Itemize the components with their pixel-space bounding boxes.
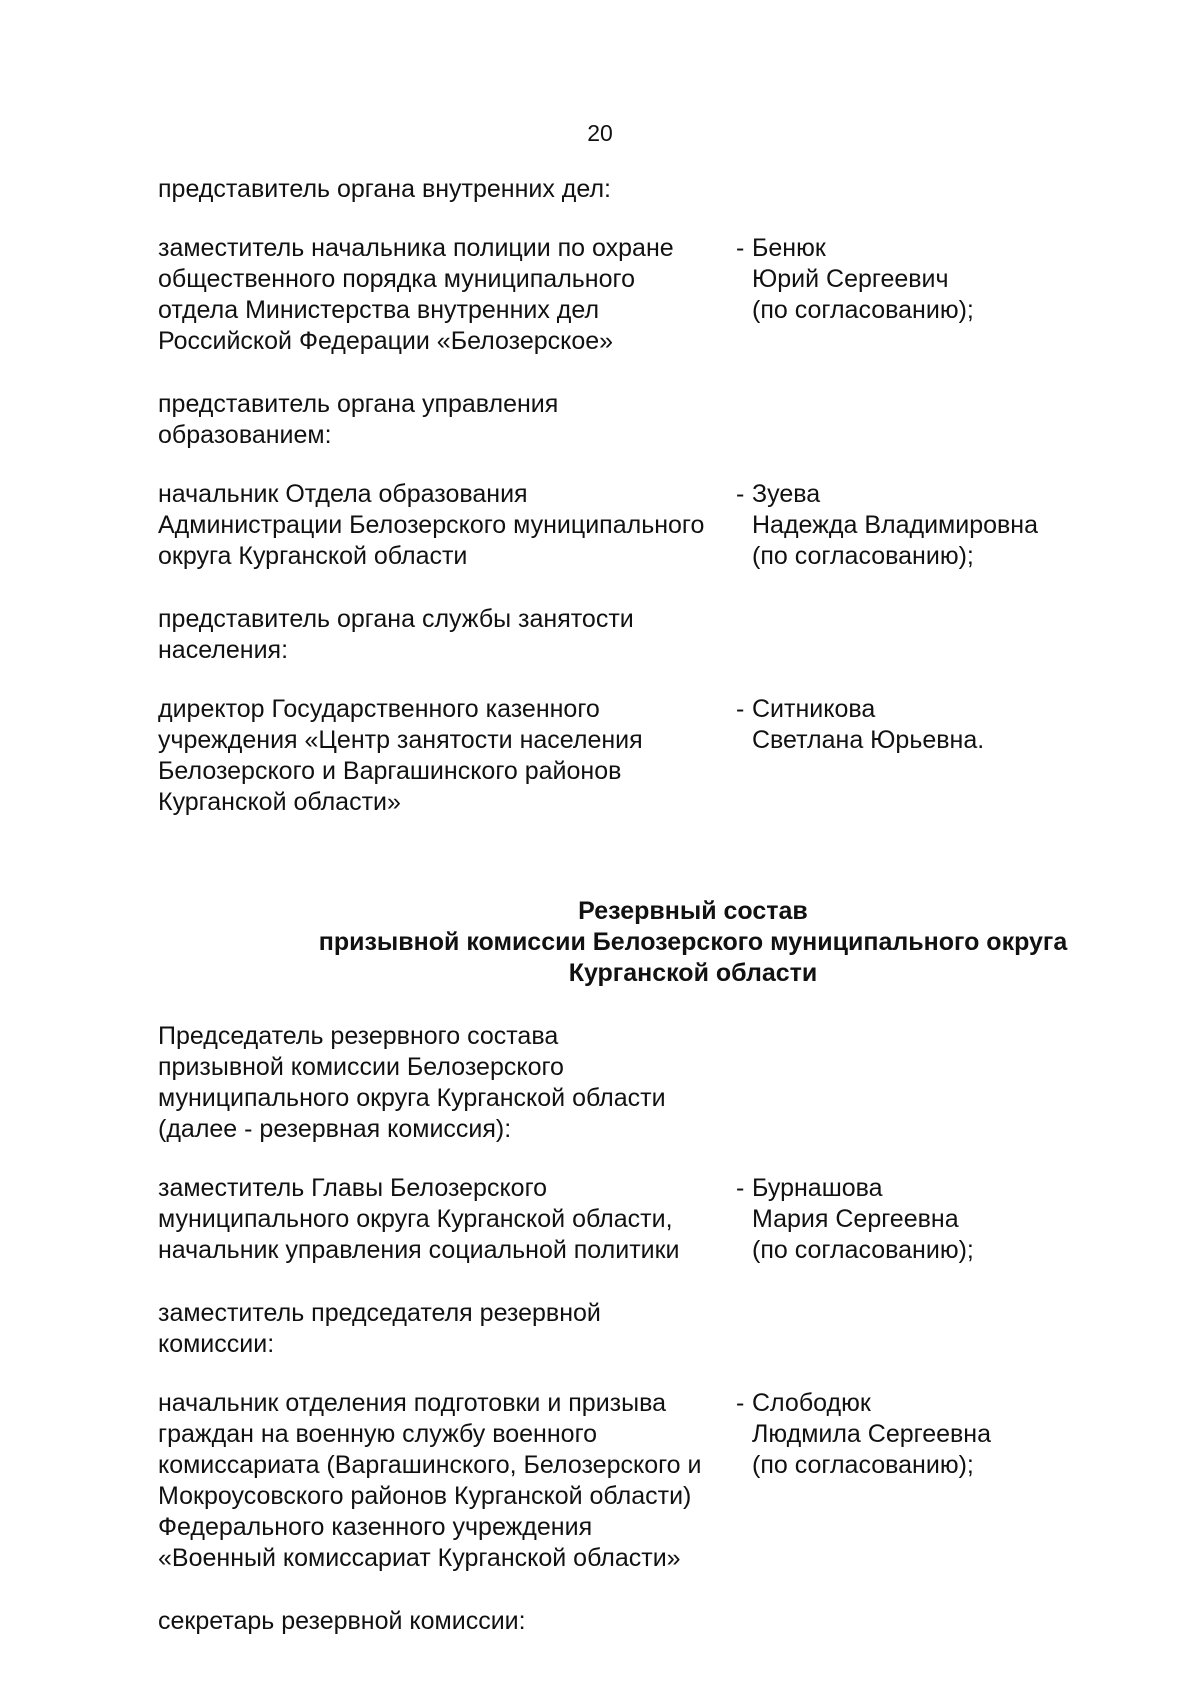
dash: - [736, 1174, 745, 1202]
member-given-name: Надежда Владимировна [752, 511, 1038, 539]
category-label-employment: представитель органа службы занятости населения: [158, 605, 634, 664]
member-entry-education [158, 479, 1088, 572]
member-surname: Бенюк [752, 234, 826, 262]
category-label-education: представитель органа управления образованием: [158, 390, 559, 449]
member-position: заместитель начальника полиции по охране общественного порядка муниципального отдела Министерства внутренних дел Российской Федерации «Белозерское» [158, 234, 674, 355]
section-heading: Резервный состав призывной комиссии Белозерского муниципального округа Курганской области [318, 897, 1068, 987]
member-given-name: Светлана Юрьевна. [752, 726, 985, 754]
member-entry-deputy-chairman [158, 1388, 1088, 1574]
page-number: 20 [587, 120, 613, 146]
dash: - [736, 1389, 745, 1417]
member-surname: Ситникова [752, 695, 876, 723]
category-label-internal-affairs: представитель органа внутренних дел: [158, 175, 612, 203]
document-body [158, 174, 1088, 1637]
member-given-name: Людмила Сергеевна [752, 1420, 992, 1448]
member-agreement-note: (по согласованию); [752, 296, 974, 324]
member-entry-employment [158, 694, 1088, 818]
member-surname: Слободюк [752, 1389, 871, 1417]
member-surname: Зуева [752, 480, 821, 508]
member-position: начальник Отдела образования Администрации Белозерского муниципального округа Курганской области [158, 480, 705, 570]
dash: - [736, 234, 745, 262]
member-entry-chairman [158, 1173, 1088, 1266]
category-label-deputy-chairman: заместитель председателя резервной комиссии: [158, 1299, 601, 1358]
category-label-chairman: Председатель резервного состава призывной комиссии Белозерского муниципального округа Курганской области (далее - резервная комиссия): [158, 1022, 666, 1143]
member-person [736, 1173, 1088, 1266]
member-agreement-note: (по согласованию); [752, 542, 974, 570]
member-agreement-note: (по согласованию); [752, 1451, 974, 1479]
member-entry-police [158, 233, 1088, 357]
member-surname: Бурнашова [752, 1174, 883, 1202]
member-position: директор Государственного казенного учреждения «Центр занятости населения Белозерского и Варгашинского районов Курганской области» [158, 695, 643, 816]
member-given-name: Мария Сергеевна [752, 1205, 959, 1233]
member-person [736, 1388, 1088, 1481]
member-position: заместитель Главы Белозерского муниципального округа Курганской области, начальник управления социальной политики [158, 1174, 680, 1264]
member-person [736, 694, 1088, 756]
category-label-secretary: секретарь резервной комиссии: [158, 1607, 526, 1635]
member-person [736, 479, 1088, 572]
member-position: начальник отделения подготовки и призыва граждан на военную службу военного комиссариата (Варгашинского, Белозерского и Мокроусовского районов Курганской области) Федерального казенного учреждения «Военный комиссариат Курганской области» [158, 1389, 702, 1572]
member-person [736, 233, 1088, 326]
member-given-name: Юрий Сергеевич [752, 265, 949, 293]
dash: - [736, 480, 745, 508]
dash: - [736, 695, 745, 723]
member-agreement-note: (по согласованию); [752, 1236, 974, 1264]
